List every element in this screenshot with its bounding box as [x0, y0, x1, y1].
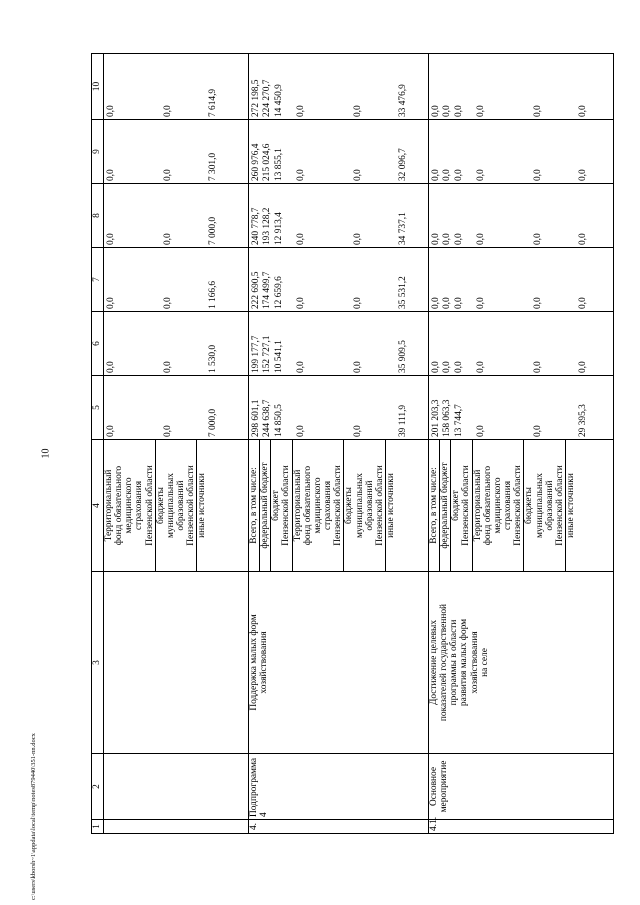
value: 0,0: [476, 297, 487, 309]
value-cell: [104, 184, 249, 248]
value: 32 096,7: [397, 148, 408, 181]
value: 0,0: [453, 297, 464, 309]
value: 7 614,9: [207, 88, 218, 117]
funding-source-line: Пензенской области: [144, 465, 155, 546]
source-list: [429, 440, 614, 572]
value: 0,0: [532, 425, 543, 437]
funding-source-line: Территориальный: [472, 469, 483, 542]
row-name: Подпрограмма 4: [249, 754, 429, 820]
value-cell: [249, 54, 429, 120]
funding-source: [472, 439, 524, 572]
value: 201 203,3: [431, 399, 441, 437]
value: 0,0: [453, 169, 464, 181]
value: 224 270,7: [262, 79, 273, 117]
funding-source-line: Пензенской области: [554, 465, 565, 546]
value: 0,0: [476, 233, 487, 245]
value: 0,0: [106, 233, 116, 245]
funding-source-line: страхования: [134, 480, 145, 531]
value-cell: [249, 184, 429, 248]
value: 0,0: [476, 105, 487, 117]
value: 0,0: [296, 297, 307, 309]
value: 1 166,6: [207, 280, 218, 309]
value: 0,0: [431, 105, 441, 117]
row-number: 4.: [249, 820, 429, 834]
value-cell: [104, 312, 249, 376]
value: 14 450,9: [273, 84, 284, 117]
value: 1 530,0: [207, 344, 218, 373]
value: 0,0: [162, 105, 173, 117]
text-line: программы в области: [449, 619, 460, 706]
text-line: развития малых форм: [459, 618, 470, 707]
funding-source: [565, 439, 576, 572]
value: 0,0: [577, 297, 588, 309]
value: 0,0: [577, 361, 588, 373]
value-cell: [104, 120, 249, 184]
value: 0,0: [442, 361, 453, 373]
row-description: [429, 572, 614, 754]
value: 0,0: [453, 361, 464, 373]
text-line: хозяйствования: [259, 631, 270, 694]
value: 222 690,5: [251, 271, 261, 309]
funding-source-line: медицинского: [312, 477, 323, 534]
value: 0,0: [431, 361, 441, 373]
funding-source-line: муниципальных: [165, 473, 176, 538]
value-cell: [249, 312, 429, 376]
funding-source-line: Территориальный: [104, 469, 114, 542]
funding-source-line: медицинского: [124, 477, 135, 534]
funding-source: [270, 439, 291, 572]
value: 0,0: [431, 233, 441, 245]
funding-source-line: фонд обязательного: [482, 465, 493, 546]
value: 0,0: [162, 169, 173, 181]
value-cell: [429, 312, 614, 376]
value: 0,0: [296, 169, 307, 181]
value: 7 000,0: [207, 216, 218, 245]
funding-source-line: Пензенской области: [374, 465, 385, 546]
value: 0,0: [532, 297, 543, 309]
value: 0,0: [352, 169, 363, 181]
value: 0,0: [352, 297, 363, 309]
row-number: 4.1.: [429, 820, 614, 834]
funding-source-line: муниципальных: [354, 473, 365, 538]
funding-source-line: бюджет: [451, 490, 462, 521]
value: 0,0: [296, 233, 307, 245]
header-cell: 10: [92, 54, 104, 120]
value-cell: [429, 120, 614, 184]
text-line: хозяйствования: [469, 631, 480, 694]
value: 33 476,9: [397, 84, 408, 117]
funding-source-line: фонд обязательного: [302, 465, 313, 546]
funding-source-line: Пензенской области: [186, 465, 197, 546]
row-description: [249, 572, 429, 754]
value-cell: [249, 248, 429, 312]
budget-table: [91, 53, 614, 834]
value: 193 128,2: [262, 207, 273, 245]
value: 0,0: [431, 169, 441, 181]
value: 0,0: [162, 297, 173, 309]
text-line: Достижение целевых: [429, 619, 439, 706]
value-cell: [429, 376, 614, 440]
value-cell: [104, 54, 249, 120]
value: 0,0: [532, 361, 543, 373]
header-cell: 4: [92, 440, 104, 572]
value: 0,0: [577, 169, 588, 181]
table-row: [249, 54, 429, 834]
funding-source: [523, 439, 565, 572]
footer-file-path: c:\users\kborsh~1\appdata\local\temp\notes879440\351-nn.docx: [30, 733, 37, 900]
header-cell: 6: [92, 312, 104, 376]
value-cell: [104, 248, 249, 312]
funding-source-line: страхования: [323, 480, 334, 531]
value: 14 850,5: [273, 404, 284, 437]
funding-source-line: бюджеты: [344, 487, 355, 524]
funding-source-line: Пензенской области: [461, 465, 472, 546]
funding-source: [292, 439, 344, 572]
value: 0,0: [476, 425, 487, 437]
funding-source-line: Всего, в том числе:: [249, 467, 259, 544]
value: 29 395,3: [577, 404, 588, 437]
value-cell: [429, 184, 614, 248]
funding-source-line: бюджеты: [155, 487, 166, 524]
funding-source: [155, 439, 197, 572]
funding-source-line: фонд обязательного: [114, 465, 125, 546]
value: 34 737,1: [397, 212, 408, 245]
rotated-table-container: [91, 54, 636, 834]
funding-source-line: образований: [364, 480, 375, 531]
funding-source-line: федеральный бюджет: [260, 462, 271, 549]
value: 0,0: [162, 361, 173, 373]
value: 0,0: [532, 105, 543, 117]
funding-source: [259, 439, 270, 572]
value: 0,0: [532, 233, 543, 245]
funding-source: [343, 439, 385, 572]
row-name: [429, 754, 614, 820]
funding-source-line: образований: [176, 480, 187, 531]
value: 13 855,1: [273, 148, 284, 181]
value: 0,0: [106, 169, 116, 181]
funding-source-line: Всего, в том числе:: [429, 467, 439, 544]
value: 0,0: [296, 361, 307, 373]
value: 0,0: [442, 233, 453, 245]
funding-source-line: бюджеты: [524, 487, 535, 524]
funding-source-line: иные источники: [566, 473, 577, 538]
value: 0,0: [442, 105, 453, 117]
value: 298 601,1: [251, 399, 261, 437]
text-line: на селе: [479, 648, 490, 677]
value: 260 976,4: [251, 143, 261, 181]
value: 0,0: [106, 425, 116, 437]
value: 0,0: [352, 105, 363, 117]
funding-source-line: Пензенской области: [333, 465, 344, 546]
value: 0,0: [162, 425, 173, 437]
value: 10 541,1: [273, 340, 284, 373]
text-line: показателей государственной: [439, 603, 450, 722]
value: 7 000,0: [207, 408, 218, 437]
value: 272 198,5: [251, 79, 261, 117]
value: 35 909,5: [397, 340, 408, 373]
value: 35 531,2: [397, 276, 408, 309]
value: 0,0: [431, 297, 441, 309]
funding-source: [450, 439, 471, 572]
value: 0,0: [352, 361, 363, 373]
header-cell: 2: [92, 754, 104, 820]
header-cell: 9: [92, 120, 104, 184]
value: 0,0: [453, 105, 464, 117]
funding-source-line: иные источники: [197, 473, 208, 538]
value: 240 778,7: [251, 207, 261, 245]
value: 0,0: [106, 361, 116, 373]
header-cell: 1: [92, 820, 104, 834]
header-cell: 8: [92, 184, 104, 248]
page-number: 10: [40, 448, 52, 459]
value: 0,0: [476, 169, 487, 181]
funding-source-line: Пензенской области: [281, 465, 292, 546]
source-list: [104, 440, 249, 572]
value: 39 111,9: [397, 404, 408, 437]
value: 0,0: [577, 105, 588, 117]
funding-source-line: страхования: [503, 480, 514, 531]
funding-source-line: Пензенской области: [513, 465, 524, 546]
text-line: мероприятие: [439, 760, 450, 813]
funding-source-line: Территориальный: [292, 469, 303, 542]
value: 0,0: [106, 105, 116, 117]
header-cell: 7: [92, 248, 104, 312]
value: 0,0: [453, 233, 464, 245]
value: 174 499,7: [262, 271, 273, 309]
header-cell: 5: [92, 376, 104, 440]
header-cell: 3: [92, 572, 104, 754]
value: 244 638,7: [262, 399, 273, 437]
value: 0,0: [532, 169, 543, 181]
funding-source: [104, 439, 155, 572]
value: 0,0: [442, 297, 453, 309]
value: 0,0: [476, 361, 487, 373]
value-cell: [429, 54, 614, 120]
value: 0,0: [352, 425, 363, 437]
funding-source: [196, 439, 207, 572]
funding-source-line: иные источники: [386, 473, 397, 538]
value: 215 024,6: [262, 143, 273, 181]
funding-source: [439, 439, 450, 572]
source-list: [249, 440, 429, 572]
table-row: [104, 54, 249, 834]
funding-source-line: бюджет: [271, 490, 282, 521]
header-row: [92, 54, 104, 834]
funding-source: [249, 439, 259, 572]
value: 0,0: [106, 297, 116, 309]
text-line: Поддержка малых форм: [249, 614, 259, 711]
value: 158 063,3: [442, 399, 453, 437]
value-cell: [429, 248, 614, 312]
value: 0,0: [162, 233, 173, 245]
value: 0,0: [577, 233, 588, 245]
table-row: [429, 54, 614, 834]
value: 0,0: [352, 233, 363, 245]
text-line: Основное: [429, 766, 439, 807]
funding-source: [385, 439, 396, 572]
funding-source-line: образований: [544, 480, 555, 531]
funding-source-line: медицинского: [492, 477, 503, 534]
value: 12 913,4: [273, 212, 284, 245]
funding-source-line: федеральный бюджет: [440, 462, 451, 549]
funding-source: [429, 439, 439, 572]
value: 152 727,1: [262, 335, 273, 373]
value-cell: [249, 120, 429, 184]
value: 0,0: [442, 169, 453, 181]
value: 199 177,7: [251, 335, 261, 373]
value: 0,0: [296, 425, 307, 437]
value-cell: [249, 376, 429, 440]
value: 7 301,0: [207, 152, 218, 181]
value: 13 744,7: [453, 404, 464, 437]
value: 0,0: [296, 105, 307, 117]
value: 12 659,6: [273, 276, 284, 309]
funding-source-line: муниципальных: [534, 473, 545, 538]
value-cell: [104, 376, 249, 440]
